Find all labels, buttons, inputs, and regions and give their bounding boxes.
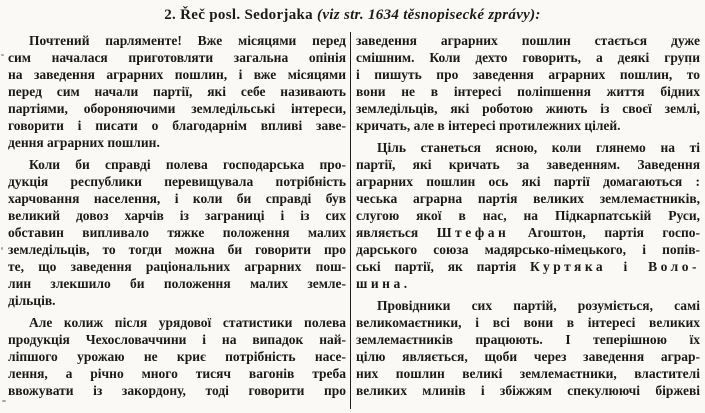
text-line: [356, 66, 700, 83]
text-segment: Почтений парляменте! Вже місяцями перед: [29, 33, 346, 48]
scan-speck: [1, 54, 4, 56]
text-line: [356, 173, 700, 190]
text-line: [8, 66, 346, 83]
title-reference: (viz str. 1634 těsnopisecké zprávy):: [317, 7, 541, 23]
text-line: [356, 117, 700, 134]
text-segment: Але колиж після урядової статистики полева: [29, 315, 346, 330]
text-line: [356, 348, 700, 365]
spaced-name: шина.: [356, 276, 411, 291]
text-segment: ліпшого урожаю не криє потрібність насе-: [8, 349, 346, 364]
text-line: [8, 348, 346, 365]
text-segment: заведення аграрних пошлин стається дуже: [356, 33, 700, 48]
text-segment: земледільців, то тогди можна би говорити про: [8, 242, 346, 257]
text-line: [8, 365, 346, 382]
text-line: [356, 365, 700, 382]
text-segment: ські партії, як партія: [356, 259, 531, 274]
text-segment: смішним. Коли дехто говорить, а деякі групи: [356, 50, 700, 65]
text-segment: великомаєтники, і всі вони в інтересі великих: [356, 315, 700, 330]
right-column: [356, 32, 700, 409]
text-segment: перед сим начали партії, які себе називають: [8, 84, 346, 99]
text-segment: сим началася приготовляти загальна опінія: [8, 50, 346, 65]
text-line: [356, 224, 700, 241]
text-line: [8, 258, 346, 275]
text-line: [8, 314, 346, 331]
text-line: [8, 331, 346, 348]
text-line: [8, 134, 346, 151]
text-segment: Коли би справді полева господарська про-: [29, 157, 346, 172]
text-line: [356, 382, 700, 399]
text-line: [356, 139, 700, 156]
text-line: [356, 297, 700, 314]
text-segment: аграрних пошлин ось які партії домагаються :: [356, 174, 700, 189]
text-line: [356, 207, 700, 224]
text-line: [8, 173, 346, 190]
spaced-name: Куртяка і Воло-: [530, 259, 700, 274]
text-line: [8, 117, 346, 134]
text-line: [8, 83, 346, 100]
text-segment: Агоштон, партія госпо-: [509, 225, 700, 240]
text-line: [356, 258, 700, 275]
text-segment: Ціль станеться ясною, коли глянемо на ті: [377, 140, 700, 155]
text-line: [8, 100, 346, 117]
text-segment: харчовання населення, і коли би справді був: [8, 191, 346, 206]
text-segment: земледільців, які роботою жиють із своєї землі,: [356, 101, 700, 116]
text-line: [8, 382, 346, 399]
text-line: [356, 100, 700, 117]
text-line: [8, 32, 346, 49]
text-segment: кричать, але в інтересі протилежних цілей.: [356, 118, 621, 133]
text-segment: слугою якої в нас, на Підкарпатській Руси,: [356, 208, 700, 223]
title-number: 2.: [164, 7, 177, 23]
text-segment: Провідники сих партій, розуміється, самі: [377, 298, 700, 313]
text-segment: партії, які кричать за заведенням. Заведення: [356, 157, 700, 172]
text-line: [8, 156, 346, 173]
text-line: [8, 190, 346, 207]
text-line: [356, 241, 700, 258]
text-segment: говорити і писати о благодарнім впливі заве-: [8, 118, 346, 133]
page-title: [0, 7, 705, 24]
column-divider: [350, 32, 351, 409]
text-segment: великий довоз харчів із заграниці і із сих: [8, 208, 346, 223]
text-segment: на заведення аграрних пошлин, і вже місяцями: [8, 67, 346, 82]
text-segment: те, що заведення раціональних аграрних пош-: [8, 259, 346, 274]
text-line: [8, 241, 346, 258]
text-segment: дарського союза мадярсько-німецького, і попів-: [356, 242, 700, 257]
text-line: [356, 331, 700, 348]
text-line: [356, 190, 700, 207]
text-segment: вони не в інтересі поліпшення життя бідних: [356, 84, 700, 99]
text-segment: дільців.: [8, 293, 56, 308]
text-segment: продукція Чехословаччини і на випадок най-: [8, 332, 346, 347]
text-segment: чеська аграрна партія великих землемаєтників,: [356, 191, 700, 206]
text-line: [356, 275, 700, 292]
text-line: [8, 49, 346, 66]
text-segment: дення аграрних пошлин.: [8, 135, 160, 150]
scan-speck: [689, 63, 691, 65]
text-segment: великих млинів і збіжжям спекулюючі біржеві: [356, 383, 700, 398]
title-speaker-name: Sedorjaka: [244, 7, 313, 23]
text-line: [8, 224, 346, 241]
text-line: [356, 49, 700, 66]
text-segment: цілю являється, щоби через заведення аграр-: [356, 349, 700, 364]
text-segment: і пишуть про заведення аграрних пошлин, то: [356, 67, 700, 82]
text-line: [356, 156, 700, 173]
scan-speck: [1, 247, 3, 250]
text-line: [8, 207, 346, 224]
text-segment: ввожувати із закордону, тоді говорити про: [8, 383, 346, 398]
text-line: [8, 292, 346, 309]
text-segment: них пошлин великі землемаєтники, властителі: [356, 366, 700, 381]
text-segment: обставин випливало тяжке положення малих: [8, 225, 346, 240]
scan-speck: [2, 400, 6, 402]
text-segment: являється: [356, 225, 437, 240]
text-segment: землемаєтників працюють. І теперішною їх: [356, 332, 700, 347]
text-line: [356, 314, 700, 331]
title-label: Řeč posl.: [180, 7, 241, 23]
left-column: [8, 32, 346, 409]
spaced-name: Штефан: [436, 225, 510, 240]
text-segment: лин злекшило би положення малих земле-: [8, 276, 346, 291]
text-columns: [0, 32, 705, 409]
text-segment: дукція республики перевищувала потрібність: [8, 174, 346, 189]
text-line: [356, 83, 700, 100]
text-segment: партіями, обороняючими земледільські інтереси,: [8, 101, 346, 116]
text-line: [8, 275, 346, 292]
text-segment: лення, а річно много тисяч вагонів треба: [8, 366, 346, 381]
text-line: [356, 32, 700, 49]
